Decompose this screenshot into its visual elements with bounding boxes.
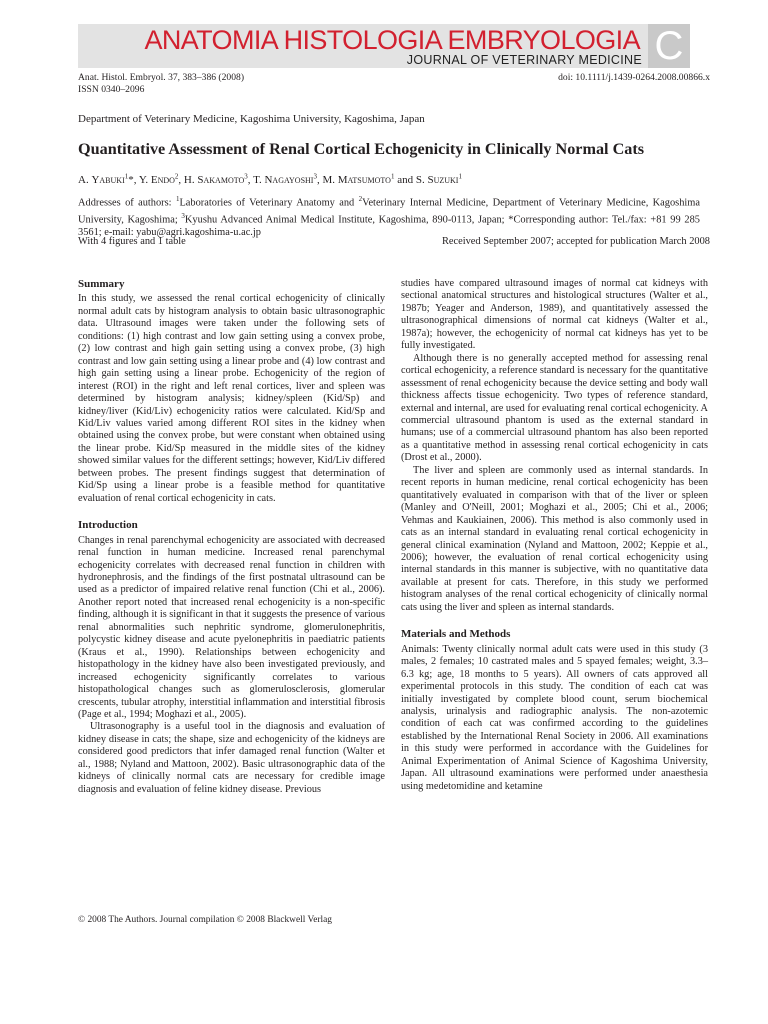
author: M. Matsumoto$^1$ and: [322, 172, 416, 186]
intro-paragraph: Ultrasonography is a useful tool in the diagnosis and evaluation of kidney disease in cats; the shape, size and echogenicity of the kidneys are considered good predictors that infer damaged renal function (Walter et al., 1988; Nyland and Mattoon, 2002). Basic ultrasonographic data of the kidneys of clinically normal cats are necessary for credible image diagnosis and evaluation of feline kidney disease. Previous: [78, 721, 385, 795]
intro-paragraph: studies have compared ultrasound images of normal cat kidneys with sectional anatomical structures and histological structures (Walter et al., 1987b; Yeager and Anderson, 1989), and quantitatively assessed the ultrasonographical dimensions of normal cat kidneys (Walter et al., 1987a); however, the echogenicity of normal cat kidneys has yet to be fully investigated.: [401, 278, 708, 352]
author: H. Sakamoto$^3$,: [183, 172, 254, 186]
journal-badge: C: [648, 24, 690, 68]
author: S. Suzuki$^1$: [415, 172, 462, 186]
left-column: [78, 278, 385, 796]
intro-paragraph: Although there is no generally accepted method for assessing renal cortical echogenicity, a reference standard is necessary for the quantitative assessment of renal echogenicity because the device setting and body wall thickness affects tissue echogenicity. Two types of reference standard, external and internal, are used for evaluating renal cortical echogenicity. A commercial ultrasound phantom is used as the external standard in humans; use of a commercial ultrasound phantom has also been reported as a quantitative method in assessing renal cortical echogenicity in cats (Drost et al., 2000).: [401, 352, 708, 464]
author: Y. Endo$^2$,: [138, 172, 184, 186]
doi: doi: 10.1111/j.1439-0264.2008.00866.x: [558, 72, 710, 83]
issn: ISSN 0340–2096: [78, 84, 145, 95]
figures-note: With 4 figures and 1 table: [78, 236, 186, 247]
methods-paragraph: Animals: Twenty clinically normal adult cats were used in this study (3 males, 2 females; 10 castrated males and 5 spayed females; weight, 3.3–6.3 kg; age, 18 months to 5 years). All owners of cats approved all experimental protocols in this study. The condition of each cat was initially investigated by complete blood count, serum biochemical analysis, urinalysis and radiographic analysis. The non-azotemic condition of each cat was confirmed according to the guidelines established by the International Renal Society in 2006. All examinations in this study were performed in accordance with the Guidelines for Animal Experimentation of Animal Science of Kagoshima University, Japan. All ultrasound examinations were performed under anaesthesia using medetomidine and ketamine: [401, 643, 708, 792]
journal-subtitle: JOURNAL OF VETERINARY MEDICINE: [406, 53, 642, 67]
citation: Anat. Histol. Embryol. 37, 383–386 (2008): [78, 72, 245, 83]
summary-text: In this study, we assessed the renal cortical echogenicity of clinically normal adult cats by histogram analysis to obtain basic ultrasonographic data. Ultrasound images were taken under the following sets of conditions: (1) high contrast and low gain setting using a convex probe, (2) low contrast and high gain setting using a convex probe, (3) high contrast and low gain setting using a linear probe and (4) low contrast and high gain setting using a linear probe. Echogenicity of the region of interest (ROI) in the right and left renal cortices, liver and spleen was determined by histogram analysis; kidney/spleen (Kid/Sp) and kidney/liver (Kid/Liv) echogenicity ratios were calculated. Kid/Sp and Kid/Liv values varied among different ROI sites in the kidney when obtained using the convex probe, but were constant when obtained using the linear probe. Kid/Sp measured in the middle sites of the kidney showed similar values for the different settings; however, Kid/Liv differed between probes. The present findings suggest that determination of Kid/Sp using a linear probe is a feasible method for quantitative evaluation of renal cortical echogenicity in cats.: [78, 293, 385, 504]
introduction-heading: Introduction: [78, 519, 138, 532]
journal-banner: [78, 24, 690, 68]
methods-heading: Materials and Methods: [401, 628, 511, 641]
paper-title: Quantitative Assessment of Renal Cortical Echogenicity in Clinically Normal Cats: [78, 140, 645, 158]
copyright-footer: © 2008 The Authors. Journal compilation © 2008 Blackwell Verlag: [78, 915, 332, 925]
author: T. Nagayoshi$^3$,: [253, 172, 323, 186]
received-date: Received September 2007; accepted for publication March 2008: [441, 236, 710, 247]
author-list: [78, 172, 462, 186]
intro-paragraph: Changes in renal parenchymal echogenicity are associated with decreased renal function in human medicine. Increased renal parenchymal echogenicity correlates with decreased renal function in children with hydronephrosis, and the findings of the first postnatal ultrasound can be used as a predictor of impaired relative renal function (Chi et al., 2006). Another report noted that increased renal echogenicity is a non-specific finding, although it is significant in that it suggests the presence of various renal abnormalities such nephritic syndrome, glomerulonephritis, polycystic kidney disease and acute pyelonephritis in paediatric patients (Kraus et al., 1990). Relationships between echogenicity and histopathology in the kidney have also been investigated previously, and increased echogenicity significantly correlates to various histopathological changes such as glomerulosclerosis, glomerular crescents, tubular atrophy, interstitial inflammation and interstitial fibrosis (Page et al., 1994; Moghazi et al., 2005).: [78, 534, 385, 720]
department: Department of Veterinary Medicine, Kagoshima University, Kagoshima, Japan: [78, 113, 425, 125]
summary-heading: Summary: [78, 278, 125, 290]
right-column: [401, 278, 708, 793]
author-addresses: Addresses of authors: $^1$Laboratories of Veterinary Anatomy and $^2$Veterinary Internal Medicine, Department of Veterinary Medicine, Kagoshima University, Kagoshima; $^3$Kyushu Advanced Animal Medical Institute, Kagoshima, 890-0113, Japan; *Corresponding author: Tel./fax: +81 99 285 3561; e-mail: yabu@agri.kagoshima-u.ac.jp: [78, 195, 700, 238]
intro-paragraph: The liver and spleen are commonly used as internal standards. In recent reports in human medicine, renal cortical echogenicity has been quantitatively evaluated in comparison with that of the liver or spleen (Manley and O'Neill, 2001; Moghazi et al., 2005; Chi et al., 2006; Vehmas and Kaukiainen, 2006). This method is also commonly used in cats as an internal standard in evaluating renal cortical echogenicity in general clinical examination (Nyland and Mattoon, 2002; Keppie et al., 2006); however, the evaluation of renal cortical echogenicity using internal standards in this manner is subjective, with no quantitative data available at present for cats. Therefore, in this study we performed histogram analyses of the renal cortical echogenicity of clinically normal cats using the liver and spleen as internal standards.: [401, 464, 708, 613]
author: A. Yabuki$^1$*,: [78, 172, 139, 186]
journal-title: ANATOMIA HISTOLOGIA EMBRYOLOGIA: [144, 25, 640, 55]
